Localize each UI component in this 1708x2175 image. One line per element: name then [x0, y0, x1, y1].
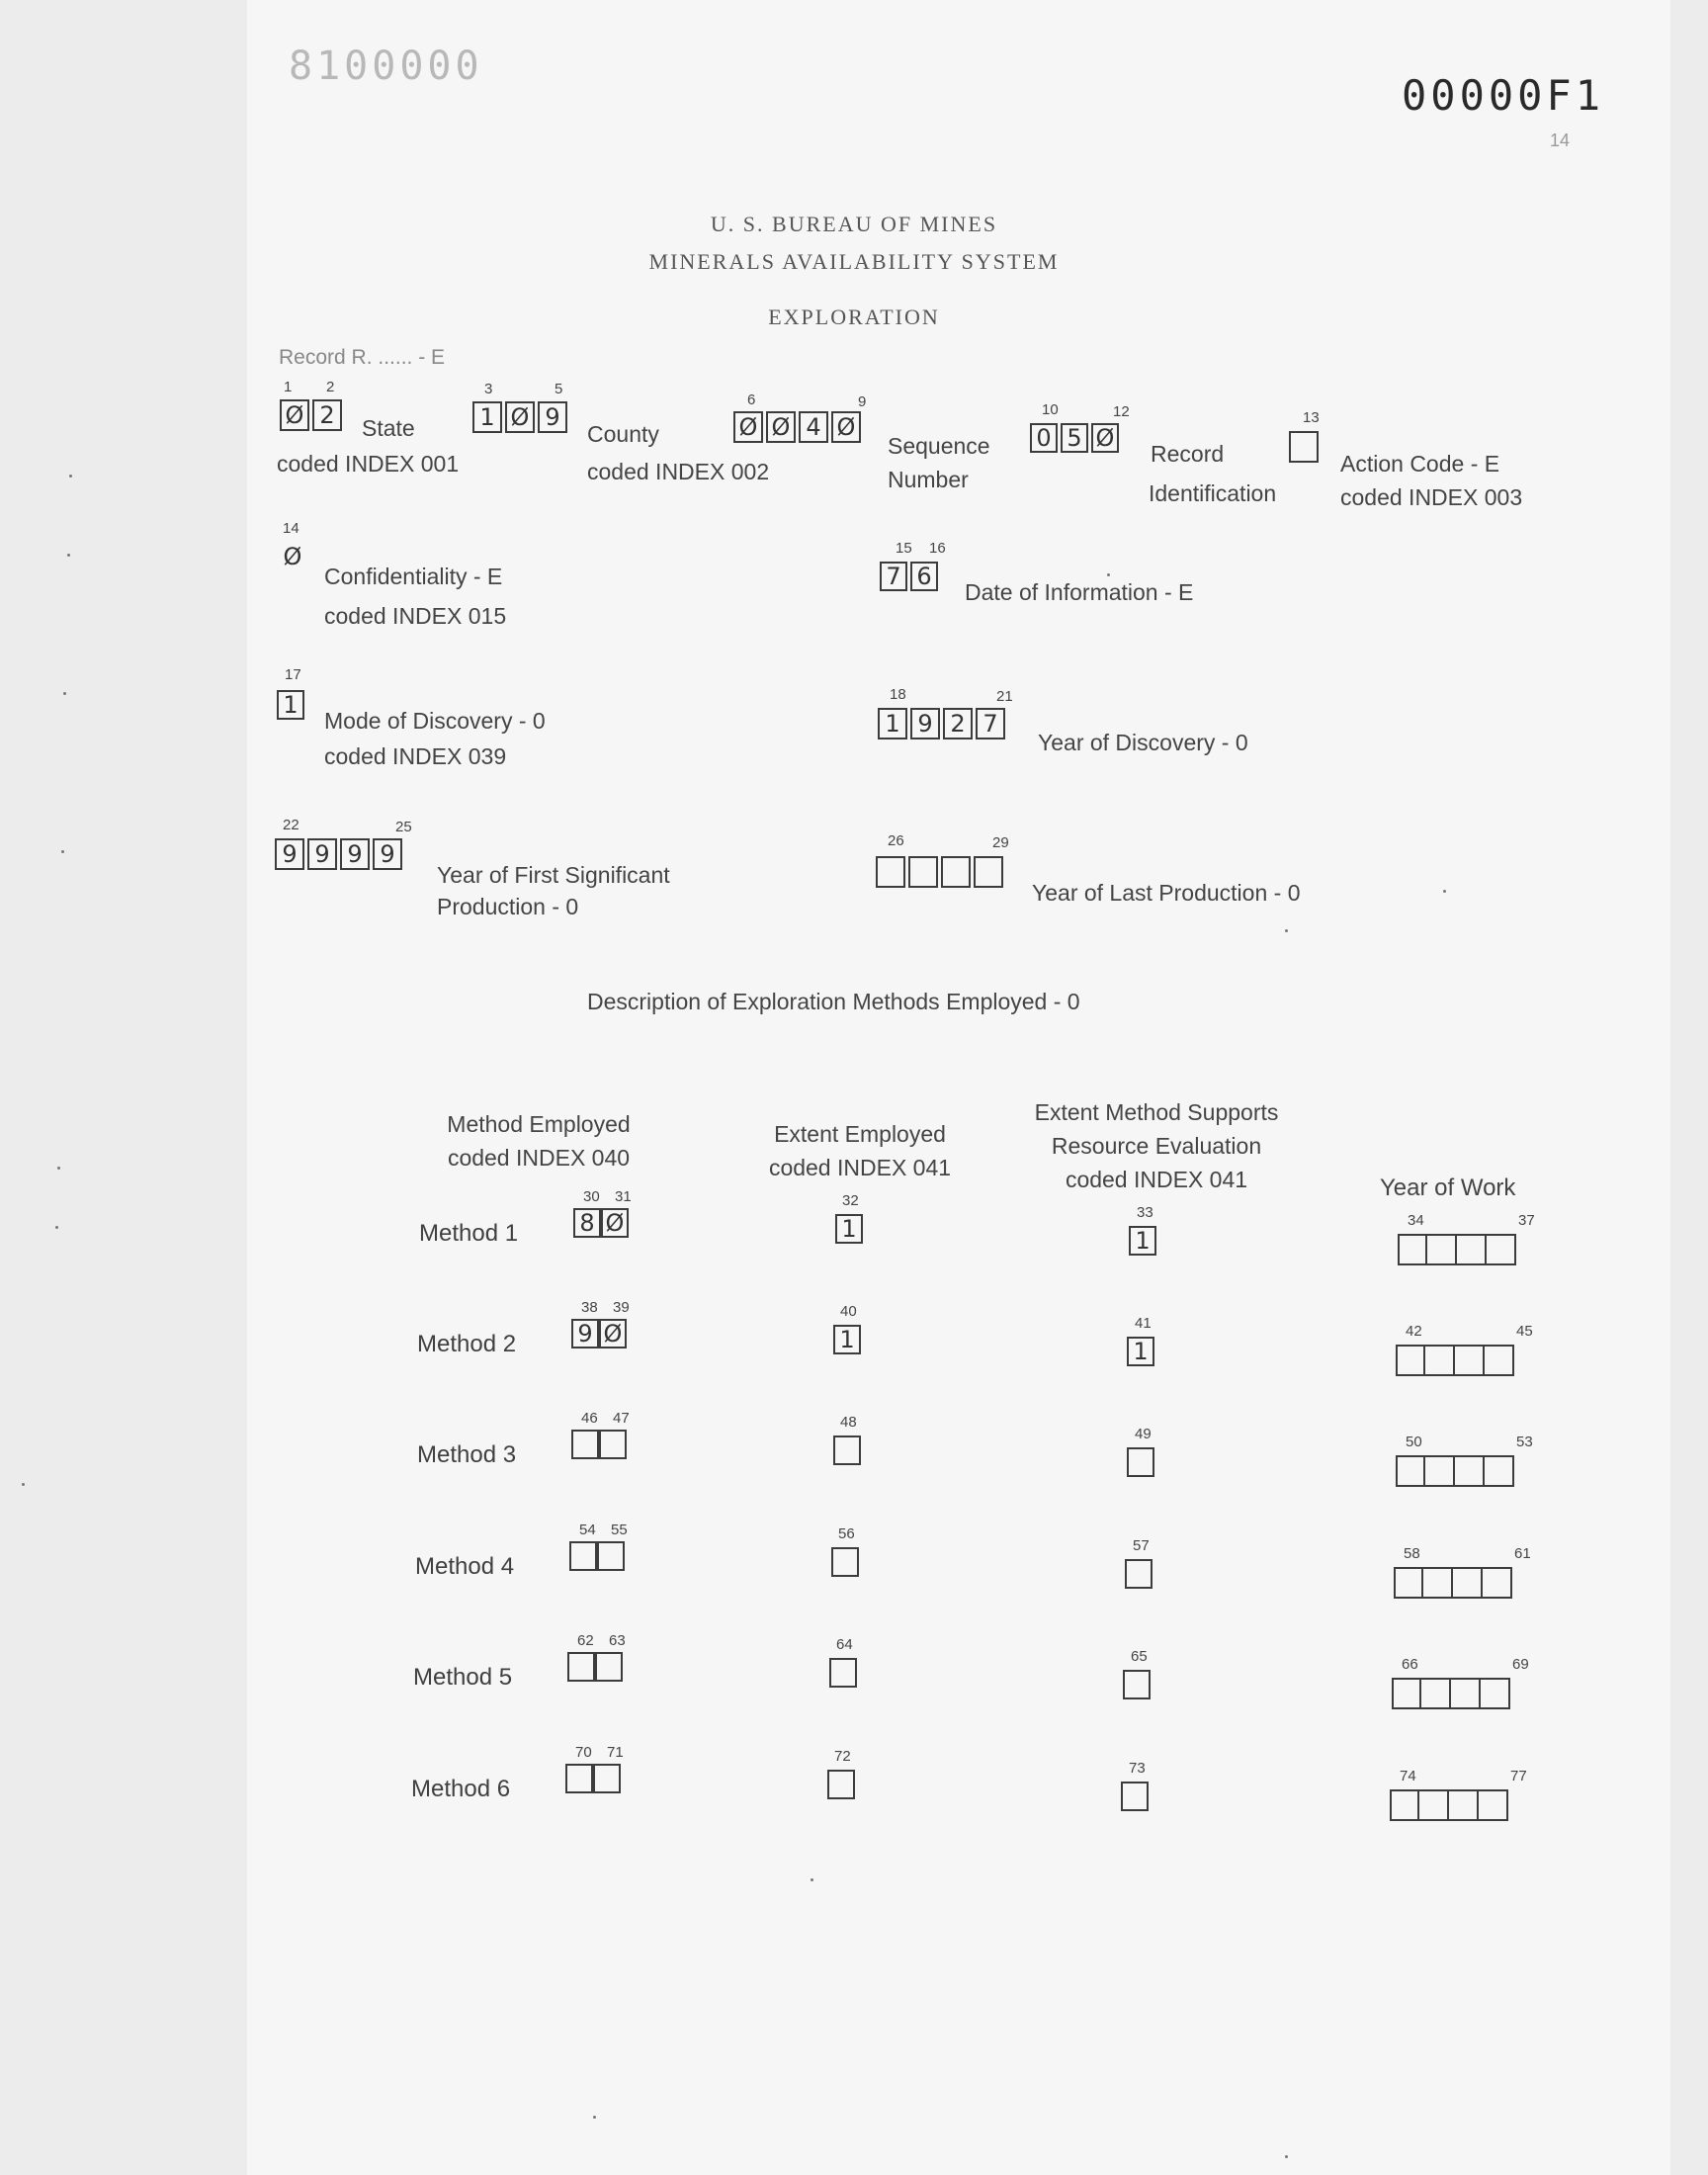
digit-box[interactable]	[1451, 1678, 1481, 1709]
col-num: 37	[1518, 1212, 1535, 1229]
header-line: Extent Method Supports	[1034, 1099, 1279, 1125]
digit-box[interactable]	[831, 1547, 859, 1577]
digit-box[interactable]	[941, 856, 971, 888]
speck	[63, 692, 66, 695]
digit-box[interactable]	[1289, 431, 1319, 463]
record-id-label: Record	[1151, 441, 1225, 467]
digit-box[interactable]: Ø	[1091, 423, 1119, 453]
col-num: 2	[326, 379, 335, 395]
col-num: 74	[1400, 1768, 1416, 1784]
digit-box[interactable]	[1390, 1789, 1419, 1821]
digit-box[interactable]	[1425, 1345, 1455, 1376]
digit-box[interactable]: 9	[538, 401, 567, 433]
col-num: 1	[284, 379, 293, 395]
year-first-prod-sub: Production - 0	[437, 894, 579, 919]
col-num: 6	[747, 392, 756, 408]
confidentiality-label: Confidentiality - E	[324, 564, 503, 589]
digit-box[interactable]	[1485, 1455, 1514, 1487]
col-num: 71	[607, 1744, 624, 1761]
digit-box[interactable]: 7	[880, 562, 907, 591]
digit-box[interactable]	[1394, 1567, 1423, 1599]
digit-box[interactable]	[567, 1652, 595, 1682]
col-num: 13	[1303, 409, 1320, 426]
col-num: 38	[581, 1299, 598, 1316]
digit-box[interactable]: 9	[307, 838, 337, 870]
col-num: 33	[1137, 1204, 1153, 1221]
digit-box[interactable]	[1449, 1789, 1479, 1821]
year-of-work-boxes	[1390, 1789, 1508, 1821]
method-code-boxes	[571, 1430, 630, 1459]
digit-box[interactable]	[1455, 1455, 1485, 1487]
methods-title: Description of Exploration Methods Employed - 0	[587, 989, 1080, 1014]
page-note: 14	[1550, 130, 1571, 150]
digit-box[interactable]: Ø	[733, 411, 763, 443]
header-line: coded INDEX 041	[1065, 1167, 1248, 1192]
method-label: Method 2	[417, 1331, 517, 1357]
col-num: 45	[1516, 1323, 1533, 1340]
digit-box[interactable]	[1396, 1345, 1425, 1376]
col-num: 50	[1406, 1434, 1422, 1450]
digit-box[interactable]: 1	[833, 1325, 861, 1354]
col-num: 5	[555, 381, 563, 397]
digit-box[interactable]	[829, 1658, 857, 1688]
col-num: 46	[581, 1410, 598, 1427]
digit-box[interactable]	[1125, 1559, 1153, 1589]
col-num: 41	[1135, 1315, 1152, 1332]
digit-box[interactable]: 9	[571, 1319, 599, 1348]
sequence-boxes	[733, 411, 864, 443]
col-num: 12	[1113, 403, 1130, 420]
method-label: Method 1	[419, 1220, 519, 1247]
year-of-work-boxes	[1394, 1567, 1512, 1599]
col-num: 54	[579, 1522, 596, 1538]
digit-box[interactable]	[827, 1770, 855, 1799]
digit-box[interactable]: 1	[1127, 1337, 1154, 1366]
state-label: State	[362, 415, 415, 441]
method-code-boxes	[569, 1541, 628, 1571]
extent-box	[833, 1436, 864, 1465]
col-num: 69	[1512, 1656, 1529, 1673]
method-label: Method 5	[413, 1664, 513, 1691]
speck	[1443, 890, 1446, 893]
header-line: Resource Evaluation	[1051, 1133, 1262, 1159]
digit-box[interactable]: 7	[976, 708, 1005, 740]
col-num: 26	[888, 832, 904, 849]
mode-discovery-boxes	[277, 690, 307, 720]
digit-box[interactable]: 4	[799, 411, 828, 443]
header-line: coded INDEX 041	[768, 1155, 952, 1180]
digit-box[interactable]	[1123, 1670, 1151, 1699]
col-num: 63	[609, 1632, 626, 1649]
digit-box[interactable]	[1396, 1455, 1425, 1487]
col-num: 48	[840, 1414, 857, 1431]
extent-box	[835, 1214, 866, 1244]
col-num: 40	[840, 1303, 857, 1320]
digit-box[interactable]	[1485, 1345, 1514, 1376]
support-box	[1123, 1670, 1153, 1699]
digit-box[interactable]: Ø	[601, 1208, 629, 1238]
header-line: coded INDEX 040	[447, 1145, 631, 1171]
digit-box[interactable]: 2	[312, 399, 342, 431]
digit-box[interactable]	[1421, 1678, 1451, 1709]
method-code-boxes	[565, 1764, 624, 1793]
extent-box	[827, 1770, 858, 1799]
digit-box[interactable]	[565, 1764, 593, 1793]
col-num: 21	[996, 688, 1013, 705]
digit-box[interactable]	[595, 1652, 623, 1682]
mode-discovery-sub: coded INDEX 039	[324, 743, 507, 769]
speck	[22, 1483, 25, 1486]
digit-box[interactable]: Ø	[766, 411, 796, 443]
col-num: 17	[285, 666, 301, 683]
col-num: 56	[838, 1525, 855, 1542]
digit-box[interactable]: 8	[573, 1208, 601, 1238]
record-label: Record R. ...... - E	[279, 346, 446, 369]
year-discovery-boxes	[878, 708, 1008, 740]
year-discovery-label: Year of Discovery - 0	[1038, 730, 1248, 755]
action-code-label: Action Code - E	[1340, 451, 1500, 477]
col-year-header: Year of Work	[1380, 1174, 1516, 1201]
col-num: 53	[1516, 1434, 1533, 1450]
year-first-prod-boxes	[275, 838, 405, 870]
col-extent-header	[722, 1117, 998, 1184]
digit-box[interactable]	[1457, 1234, 1487, 1265]
digit-box[interactable]	[1487, 1234, 1516, 1265]
col-num: 77	[1510, 1768, 1527, 1784]
digit-box[interactable]: Ø	[280, 399, 309, 431]
extent-box	[833, 1325, 864, 1354]
col-num: 42	[1406, 1323, 1422, 1340]
year-last-prod-boxes	[876, 856, 1006, 888]
digit-box[interactable]: 2	[943, 708, 973, 740]
extent-box	[829, 1658, 860, 1688]
digit-box[interactable]	[1483, 1567, 1512, 1599]
col-num: 18	[890, 686, 906, 703]
col-num: 15	[896, 540, 912, 557]
digit-box[interactable]	[974, 856, 1003, 888]
col-num: 62	[577, 1632, 594, 1649]
form-title: EXPLORATION	[768, 304, 940, 329]
support-box	[1127, 1337, 1157, 1366]
col-support-header	[998, 1095, 1315, 1196]
method-label: Method 6	[411, 1776, 511, 1802]
year-of-work-boxes	[1392, 1678, 1510, 1709]
col-num: 55	[611, 1522, 628, 1538]
digit-box[interactable]	[1419, 1789, 1449, 1821]
digit-box[interactable]	[876, 856, 905, 888]
digit-box[interactable]	[1423, 1567, 1453, 1599]
digit-box[interactable]	[1127, 1447, 1154, 1477]
digit-box[interactable]: 0	[1030, 423, 1058, 453]
method-label: Method 3	[417, 1441, 517, 1468]
col-num: 57	[1133, 1537, 1150, 1554]
digit-box[interactable]: Ø	[831, 411, 861, 443]
method-label: Method 4	[415, 1553, 515, 1580]
col-num: 39	[613, 1299, 630, 1316]
bureau-title: U. S. BUREAU OF MINES	[710, 212, 998, 236]
header-line: Method Employed	[447, 1111, 631, 1137]
digit-box[interactable]	[1398, 1234, 1427, 1265]
col-num: 73	[1129, 1760, 1146, 1777]
col-num: 49	[1135, 1426, 1152, 1442]
speck	[57, 1167, 60, 1170]
digit-box[interactable]: 5	[1061, 423, 1088, 453]
digit-box[interactable]: 9	[910, 708, 940, 740]
digit-box[interactable]	[599, 1430, 627, 1459]
sequence-label: Sequence	[888, 433, 990, 459]
col-num: 66	[1402, 1656, 1418, 1673]
digit-box[interactable]	[569, 1541, 597, 1571]
record-id-boxes	[1030, 423, 1122, 453]
speck	[1285, 929, 1288, 932]
col-num: 61	[1514, 1545, 1531, 1562]
stamp-top-right: 00000F1	[1402, 71, 1605, 120]
sequence-sub: Number	[888, 467, 969, 492]
col-num: 22	[283, 817, 299, 833]
digit-box[interactable]	[833, 1436, 861, 1465]
col-num: 16	[929, 540, 946, 557]
action-code-sub: coded INDEX 003	[1340, 484, 1523, 510]
digit-box[interactable]	[1392, 1678, 1421, 1709]
col-num: 47	[613, 1410, 630, 1427]
digit-box[interactable]: Ø	[283, 543, 302, 570]
col-num: 10	[1042, 401, 1059, 418]
col-num: 3	[484, 381, 493, 397]
support-box	[1125, 1559, 1155, 1589]
support-box	[1129, 1226, 1159, 1256]
digit-box[interactable]: 1	[835, 1214, 863, 1244]
col-num: 70	[575, 1744, 592, 1761]
speck	[55, 1226, 58, 1229]
digit-box[interactable]: 1	[472, 401, 502, 433]
method-code-boxes	[571, 1319, 630, 1348]
digit-box[interactable]	[1453, 1567, 1483, 1599]
col-num: 32	[842, 1192, 859, 1209]
col-num: 30	[583, 1188, 600, 1205]
digit-box[interactable]	[1121, 1782, 1149, 1811]
speck	[1285, 2155, 1288, 2158]
state-boxes	[280, 399, 345, 431]
digit-box[interactable]	[908, 856, 938, 888]
year-first-prod-label: Year of First Significant	[437, 862, 670, 888]
digit-box[interactable]	[1425, 1455, 1455, 1487]
col-num: 65	[1131, 1648, 1148, 1665]
col-num: 9	[858, 393, 867, 410]
col-num: 31	[615, 1188, 632, 1205]
state-sub: coded INDEX 001	[277, 451, 460, 477]
speck	[67, 554, 70, 557]
confidentiality-sub: coded INDEX 015	[324, 603, 507, 629]
speck	[69, 475, 72, 478]
speck	[1107, 573, 1110, 576]
digit-box[interactable]: 9	[373, 838, 402, 870]
support-box	[1121, 1782, 1152, 1811]
support-box	[1127, 1447, 1157, 1477]
digit-box[interactable]	[1427, 1234, 1457, 1265]
digit-box[interactable]: 6	[910, 562, 938, 591]
col-num: 58	[1404, 1545, 1420, 1562]
year-of-work-boxes	[1396, 1455, 1514, 1487]
digit-box[interactable]: 9	[340, 838, 370, 870]
speck	[61, 850, 64, 853]
method-code-boxes	[567, 1652, 626, 1682]
method-code-boxes	[573, 1208, 632, 1238]
digit-box[interactable]	[597, 1541, 625, 1571]
date-info-boxes	[880, 562, 941, 591]
system-title: MINERALS AVAILABILITY SYSTEM	[648, 249, 1060, 274]
mode-discovery-label: Mode of Discovery - 0	[324, 708, 546, 734]
speck	[593, 2116, 596, 2119]
digit-box[interactable]: 1	[878, 708, 907, 740]
confidentiality-boxes	[279, 542, 309, 571]
date-info-label: Date of Information - E	[965, 579, 1194, 605]
digit-box[interactable]: Ø	[599, 1319, 627, 1348]
year-of-work-boxes	[1398, 1234, 1516, 1265]
year-last-prod-label: Year of Last Production - 0	[1032, 880, 1301, 906]
record-id-sub: Identification	[1149, 480, 1277, 506]
col-method-header	[395, 1107, 682, 1174]
digit-box[interactable]	[1455, 1345, 1485, 1376]
digit-box[interactable]	[1479, 1789, 1508, 1821]
digit-box[interactable]: Ø	[505, 401, 535, 433]
digit-box[interactable]: 9	[275, 838, 304, 870]
county-label: County	[587, 421, 659, 447]
col-num: 72	[834, 1748, 851, 1765]
header-line: Extent Employed	[774, 1121, 946, 1147]
digit-box[interactable]: 1	[1129, 1226, 1156, 1256]
col-num: 25	[395, 819, 412, 835]
year-of-work-boxes	[1396, 1345, 1514, 1376]
county-sub: coded INDEX 002	[587, 459, 770, 484]
digit-box[interactable]	[593, 1764, 621, 1793]
digit-box[interactable]	[571, 1430, 599, 1459]
col-num: 34	[1408, 1212, 1424, 1229]
digit-box[interactable]: 1	[277, 690, 304, 720]
col-num: 64	[836, 1636, 853, 1653]
digit-box[interactable]	[1481, 1678, 1510, 1709]
col-num: 29	[992, 834, 1009, 851]
extent-box	[831, 1547, 862, 1577]
col-num: 14	[283, 520, 299, 537]
action-code-boxes	[1289, 431, 1322, 463]
speck	[811, 1878, 813, 1881]
stamp-top-left: 8100000	[289, 44, 483, 89]
county-boxes	[472, 401, 570, 433]
